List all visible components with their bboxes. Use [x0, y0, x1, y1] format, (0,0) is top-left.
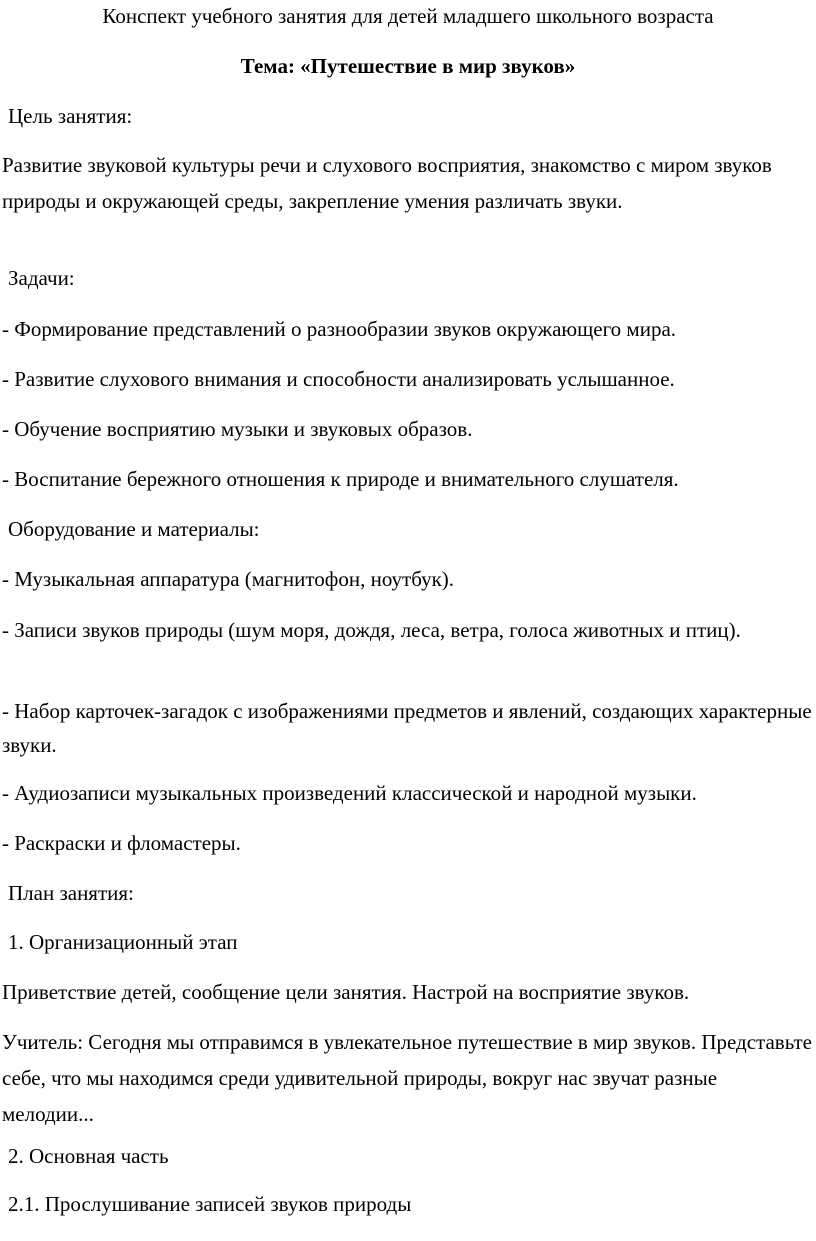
equipment-item: - Раскраски и фломастеры.	[2, 831, 241, 855]
task-item: - Развитие слухового внимания и способности анализировать услышанное.	[2, 367, 675, 391]
equipment-item: - Набор карточек-загадок с изображениями предметов и явлений, создающих характерные звуки.	[2, 699, 812, 757]
document-topic: Тема: «Путешествие в мир звуков»	[240, 54, 576, 78]
goal-text: Развитие звуковой культуры речи и слухового восприятия, знакомство с миром звуков природы и окружающей среды, закрепление умения различать звуки.	[2, 153, 772, 213]
equipment-heading: Оборудование и материалы:	[8, 517, 260, 541]
task-item: - Формирование представлений о разнообразии звуков окружающего мира.	[2, 317, 677, 341]
tasks-heading: Задачи:	[8, 266, 75, 290]
equipment-item: - Музыкальная аппаратура (магнитофон, ноутбук).	[2, 567, 455, 591]
goal-heading: Цель занятия:	[8, 104, 133, 128]
document-title: Конспект учебного занятия для детей младшего школьного возраста	[102, 4, 714, 28]
stage2-1-heading: 2.1. Прослушивание записей звуков природы	[8, 1192, 412, 1216]
teacher-text: Учитель: Сегодня мы отправимся в увлекательное путешествие в мир звуков. Представьте себе, что мы находимся среди удивительной природы, вокруг нас звучат разные мелодии...	[2, 1030, 812, 1126]
plan-heading: План занятия:	[8, 881, 134, 905]
task-item: - Воспитание бережного отношения к природе и внимательного слушателя.	[2, 467, 679, 491]
equipment-item: - Аудиозаписи музыкальных произведений классической и народной музыки.	[2, 781, 697, 805]
task-item: - Обучение восприятию музыки и звуковых образов.	[2, 417, 473, 441]
stage1-heading: 1. Организационный этап	[8, 930, 238, 954]
stage2-heading: 2. Основная часть	[8, 1144, 169, 1168]
stage1-text: Приветствие детей, сообщение цели занятия. Настрой на восприятие звуков.	[2, 980, 690, 1004]
equipment-item: - Записи звуков природы (шум моря, дождя, леса, ветра, голоса животных и птиц).	[2, 618, 741, 642]
